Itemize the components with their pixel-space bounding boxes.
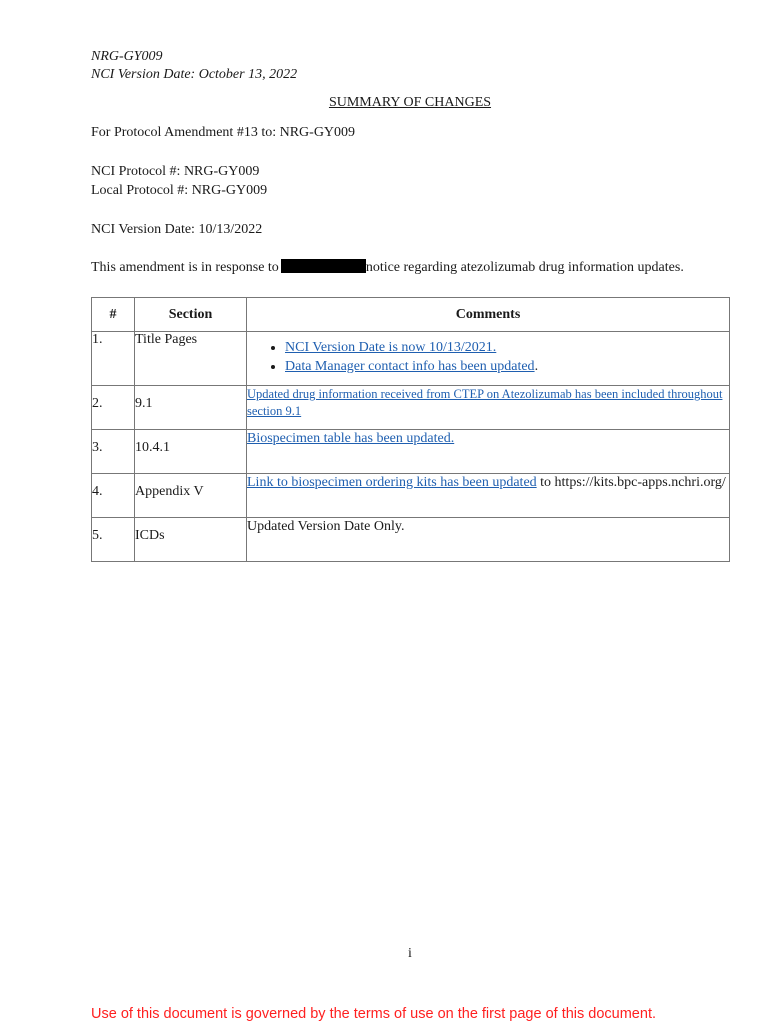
row-comments: Updated Version Date Only. <box>247 518 730 562</box>
header-version-date: NCI Version Date: October 13, 2022 <box>91 67 298 82</box>
terms-footer: Use of this document is governed by the terms of use on the first page of this document. <box>91 1006 656 1022</box>
comment-suffix: to https://kits.bpc-apps.nchri.org/ <box>536 475 726 490</box>
redaction-block <box>281 259 366 273</box>
table-row <box>92 332 730 386</box>
page-number: i <box>408 946 412 961</box>
local-protocol-line: Local Protocol #: NRG-GY009 <box>91 183 268 198</box>
comment-link[interactable]: Updated drug information received from CTEP on Atezolizumab has been included throughout section 9.1 <box>247 387 723 418</box>
changes-table <box>91 297 730 562</box>
row-number: 5. <box>92 518 135 562</box>
comment-link[interactable]: Data Manager contact info has been updated <box>285 359 535 374</box>
response-prefix: This amendment is in response to <box>91 260 279 275</box>
comment-link[interactable]: Biospecimen table has been updated. <box>247 431 455 446</box>
row-number: 3. <box>92 430 135 474</box>
list-item <box>285 338 729 357</box>
column-header-num: # <box>92 298 135 332</box>
document-title: SUMMARY OF CHANGES <box>328 95 492 110</box>
row-number: 1. <box>92 332 135 386</box>
row-comments <box>247 332 730 386</box>
table-header-row <box>92 298 730 332</box>
row-section: Title Pages <box>135 332 247 386</box>
comment-suffix: . <box>534 359 539 374</box>
row-comments <box>247 474 730 518</box>
response-suffix: notice regarding atezolizumab drug information updates. <box>365 260 684 275</box>
row-comments <box>247 430 730 474</box>
table-row <box>92 474 730 518</box>
comment-bullet-list <box>247 338 729 376</box>
table-row <box>92 430 730 474</box>
amendment-line: For Protocol Amendment #13 to: NRG-GY009 <box>91 125 356 140</box>
column-header-section: Section <box>135 298 247 332</box>
table-row <box>92 518 730 562</box>
nci-protocol-line: NCI Protocol #: NRG-GY009 <box>91 164 260 179</box>
row-comments <box>247 386 730 430</box>
row-section: 9.1 <box>135 386 247 430</box>
list-item <box>285 357 729 376</box>
row-section: ICDs <box>135 518 247 562</box>
column-header-comments: Comments <box>247 298 730 332</box>
row-number: 2. <box>92 386 135 430</box>
comment-link[interactable]: NCI Version Date is now 10/13/2021. <box>285 340 497 355</box>
nci-version-date-line: NCI Version Date: 10/13/2022 <box>91 222 263 237</box>
response-line <box>91 259 684 276</box>
comment-link[interactable]: Link to biospecimen ordering kits has been updated <box>247 475 537 490</box>
row-number: 4. <box>92 474 135 518</box>
row-section: Appendix V <box>135 474 247 518</box>
table-row <box>92 386 730 430</box>
header-protocol: NRG-GY009 <box>91 49 163 64</box>
row-section: 10.4.1 <box>135 430 247 474</box>
